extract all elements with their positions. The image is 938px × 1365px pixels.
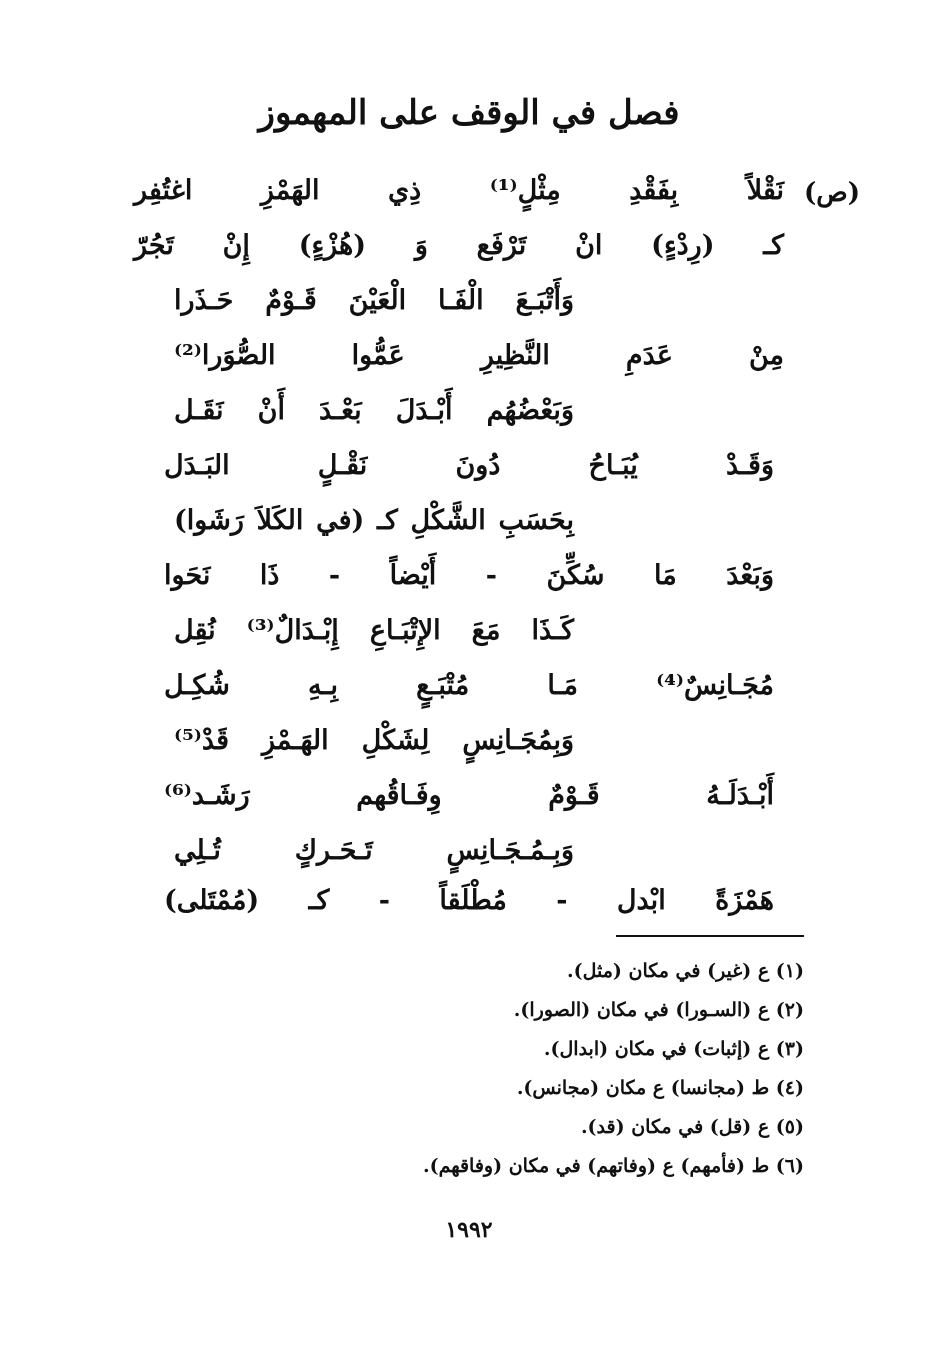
footnote-divider — [616, 935, 804, 937]
verse-line-6: وَقَـدْ يُبَـاحُ دُونَ نَقْـلٍ البَـدَل — [164, 450, 774, 481]
verse-line-14: هَمْزَةً ابْدل - مُطْلَقاً - كـ (مُمْتَلى) — [164, 885, 774, 916]
verse-line-9: كَـذَا مَعَ الإِتْبَـاعِ إِبْـدَالٌ⁽³⁾ نُقِل — [174, 615, 574, 646]
verse-line-4: مِنْ عَدَمِ النَّظِيرِ عَمُّوا الصُّوَرا⁽²⁾ — [174, 340, 784, 371]
page-number: ١٩٩٢ — [445, 1217, 493, 1243]
footnotes-list — [423, 952, 804, 1186]
section-title: فصل في الوقف على المهموز — [258, 93, 680, 133]
footnote-5: (٥) ع (قل) في مكان (قد). — [580, 1116, 804, 1138]
footnote-4: (٤) ط (مجانسا) ع مكان (مجانس). — [516, 1077, 804, 1099]
verse-line-12: أَبْـدَلَـهُ قَـوْمٌ وِفَـاقُهم رَشَـد⁽⁶⁾ — [164, 780, 774, 811]
verse-line-7: بِحَسَبِ الشَّكْلِ كـ (في الكَلاَ رَشَوا) — [174, 505, 574, 536]
verse-line-1: نَقْلاً بِفَقْدِ مِثْلٍ⁽¹⁾ ذِي الهَمْزِ اغتُفِر — [134, 175, 784, 206]
verse-line-2: كـ (رِدْءٍ) انْ تَرْفَع وَ (هُزْءٍ) إِنْ تَجُرّ — [134, 230, 784, 261]
footnote-2: (٢) ع (السـورا) في مكان (الصورا). — [513, 999, 804, 1021]
verse-line-10: مُجَـانِسٌ⁽⁴⁾ مَـا مُتْبَـعٍ بِـهِ شُكِـل — [164, 670, 774, 701]
footnote-6: (٦) ط (فأمهم) ع (وفاتهم) في مكان (وفاقهم). — [422, 1155, 804, 1177]
verse-line-5: وَبَعْضُهُم أَبْـدَلَ بَعْـدَ أَنْ نَقَـل — [174, 395, 574, 426]
verse-line-13: وَبِـمُـجَـانِسٍ تَـحَـركٍ تُـلِي — [174, 835, 574, 866]
verse-line-11: وَبِمُجَـانِسٍ لِشَكْلِ الهَـمْزِ قَدْ⁽⁵⁾ — [174, 725, 574, 756]
verse-line-3: وَأَتْبَـعَ الْفَـا الْعَيْنَ قَـوْمٌ حَـذَرا — [174, 285, 574, 316]
verse-line-8: وَبَعْدَ مَا سُكِّنَ - أَيْضاً - ذَا نَحَوا — [164, 560, 774, 591]
verse-marker: (ص) — [803, 178, 860, 208]
footnote-3: (٣) ع (إثبات) في مكان (ابدال). — [543, 1038, 804, 1060]
footnote-1: (١) ع (غير) في مكان (مثل). — [567, 960, 804, 982]
